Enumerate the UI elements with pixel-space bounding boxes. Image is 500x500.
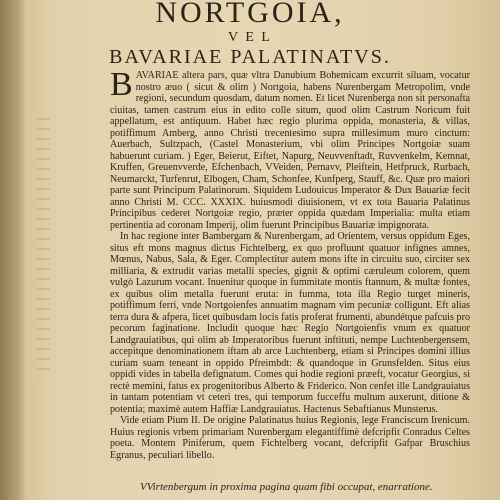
body-text [110,66,470,461]
paragraph-2: In hac regione inter Bambergam & Nurenbergam, ad Orientem, versus oppidum Eges, situs eft mons magnus dictus Fichtelberg, ex quo profluunt quatuor infignes amnes, Mœnus, Nabus, Sala, & Eger. Complectitur autem mons ifte in circuitu suo, circiter sex milliaria, & extrudit varias metalli species, gignit & optimi cæruleum colorem, quem vulgò Lazurum vocant. Inuenitur quoque in fummitate montis ftannum, & multæ fontes, ex quibus olim metalla fuerunt eruta: in fumma, tota illa Regio turget mineris, potiffimum ferri, vnde Nortgoienfes annuatim magnam vim pecuniæ colligunt. Eft alias terra dura & afpera, licet quibusdam locis fatis proferat frumenti, abundétque pafcuis pro pecorum faginatione. Includit quoque hæc Regio Nortgoienfis vnum ex quatuor Landgrauiatibus, qui olim ab Imperatoribus fuerunt inftituti, nempe Luchtenbergensem, accepitque denominationem iftam ab arce Luchtenberg, etiam si Principes domini illius curiam suam teneant in oppido Pfreimbdt: & quandoque in Grunsfelden. Situs eius oppidi vides in tabella defignatum. Comes qui hodie regioni præeft, vocatur Georgius, si rectè memini, fatus ex progenitoribus Alberto & Friderico. Non cenfet ille Landgrauiatus in tantam potentiam vt ceteri tres, qui temporum fucceffu multum auxerunt, ditione & potentia; maximè autem Haffiæ Landgrauiatus. Hactenus Sebaftianus Munsterus. [110,231,470,415]
catchword-footer: VVirtenbergum in proxima pagina quam fibi occupat, enarratione. [140,481,433,493]
page-title: NORTGOIA, [155,0,345,29]
title-conjunction: V E L [228,30,272,45]
paragraph-3: Vide etiam Pium II. De origine Palatinatus huius Regionis, lege Franciscum Irenicum. Huius regionis vrbem primariam Nurenbergam elegantiffimè defcripfit Conradus Celtes poeta. Montem Piniferum, quem Fichtelberg vocant, defcripfit Gafpar Bruschius Egranus, peculiari libello. [110,415,470,461]
paragraph-1-text: AVARIAE altera pars, quæ vltra Danubium Bohemicam excurrit siluam, vocatur nostro æuo ( sicut & olim ) Nortgoia, habens Nurenbergam Metropolim, vnde regioni, secundum quosdam, datum nomen. Et licet Nurenberga non sit personafta ciuitas, tamen castrum eius in edito colle situm, quod olim Castrum Noricum fuit appellatum, est antiquum. Habet hæc regio plurima oppida, monasteria, & villas, potiffimum Amberg, anno Christi trecentesimo supra millesimum muro cinctum: Auerbach, Sultzpach, (Castel Monasterium, vbi olim Principes Nortgoiæ suam habuerunt curiam. ) Eger, Beierut, Eiftet, Napurg, Neuvvenftadt, Ruvvenkelm, Kemnat, Kruffen, Greuenvverde, Efchenbach, VVeiden, Pernavv, Pleiftein, Hetfpruck, Rurbach, Neumarckt, Turfenrut, Elbogen, Cham, Schonfee, Kunfperg, Stauff, &c. Quæ pro maiori parte sunt Principum Palatinorum. Siquidem Ludouicus Imperator & Dux Bauariæ fecit anno Christi M. CCC. XXXIX. huiusmodi diuisionem, vt ex tota Bauaria Palatinus Principibus cederet Nortgoiæ regio, præter oppida quædam Imperialia: multa etiam pertinentia ad coronam Imperij, olim fuerunt Principibus Bauariæ impignorata. [110,70,470,231]
drop-cap: B [110,66,133,103]
paragraph-1 [110,66,470,231]
margin-shadow [36,118,50,378]
binding-gutter [0,0,26,500]
page-subtitle: BAVARIAE PALATINATVS. [109,46,391,68]
